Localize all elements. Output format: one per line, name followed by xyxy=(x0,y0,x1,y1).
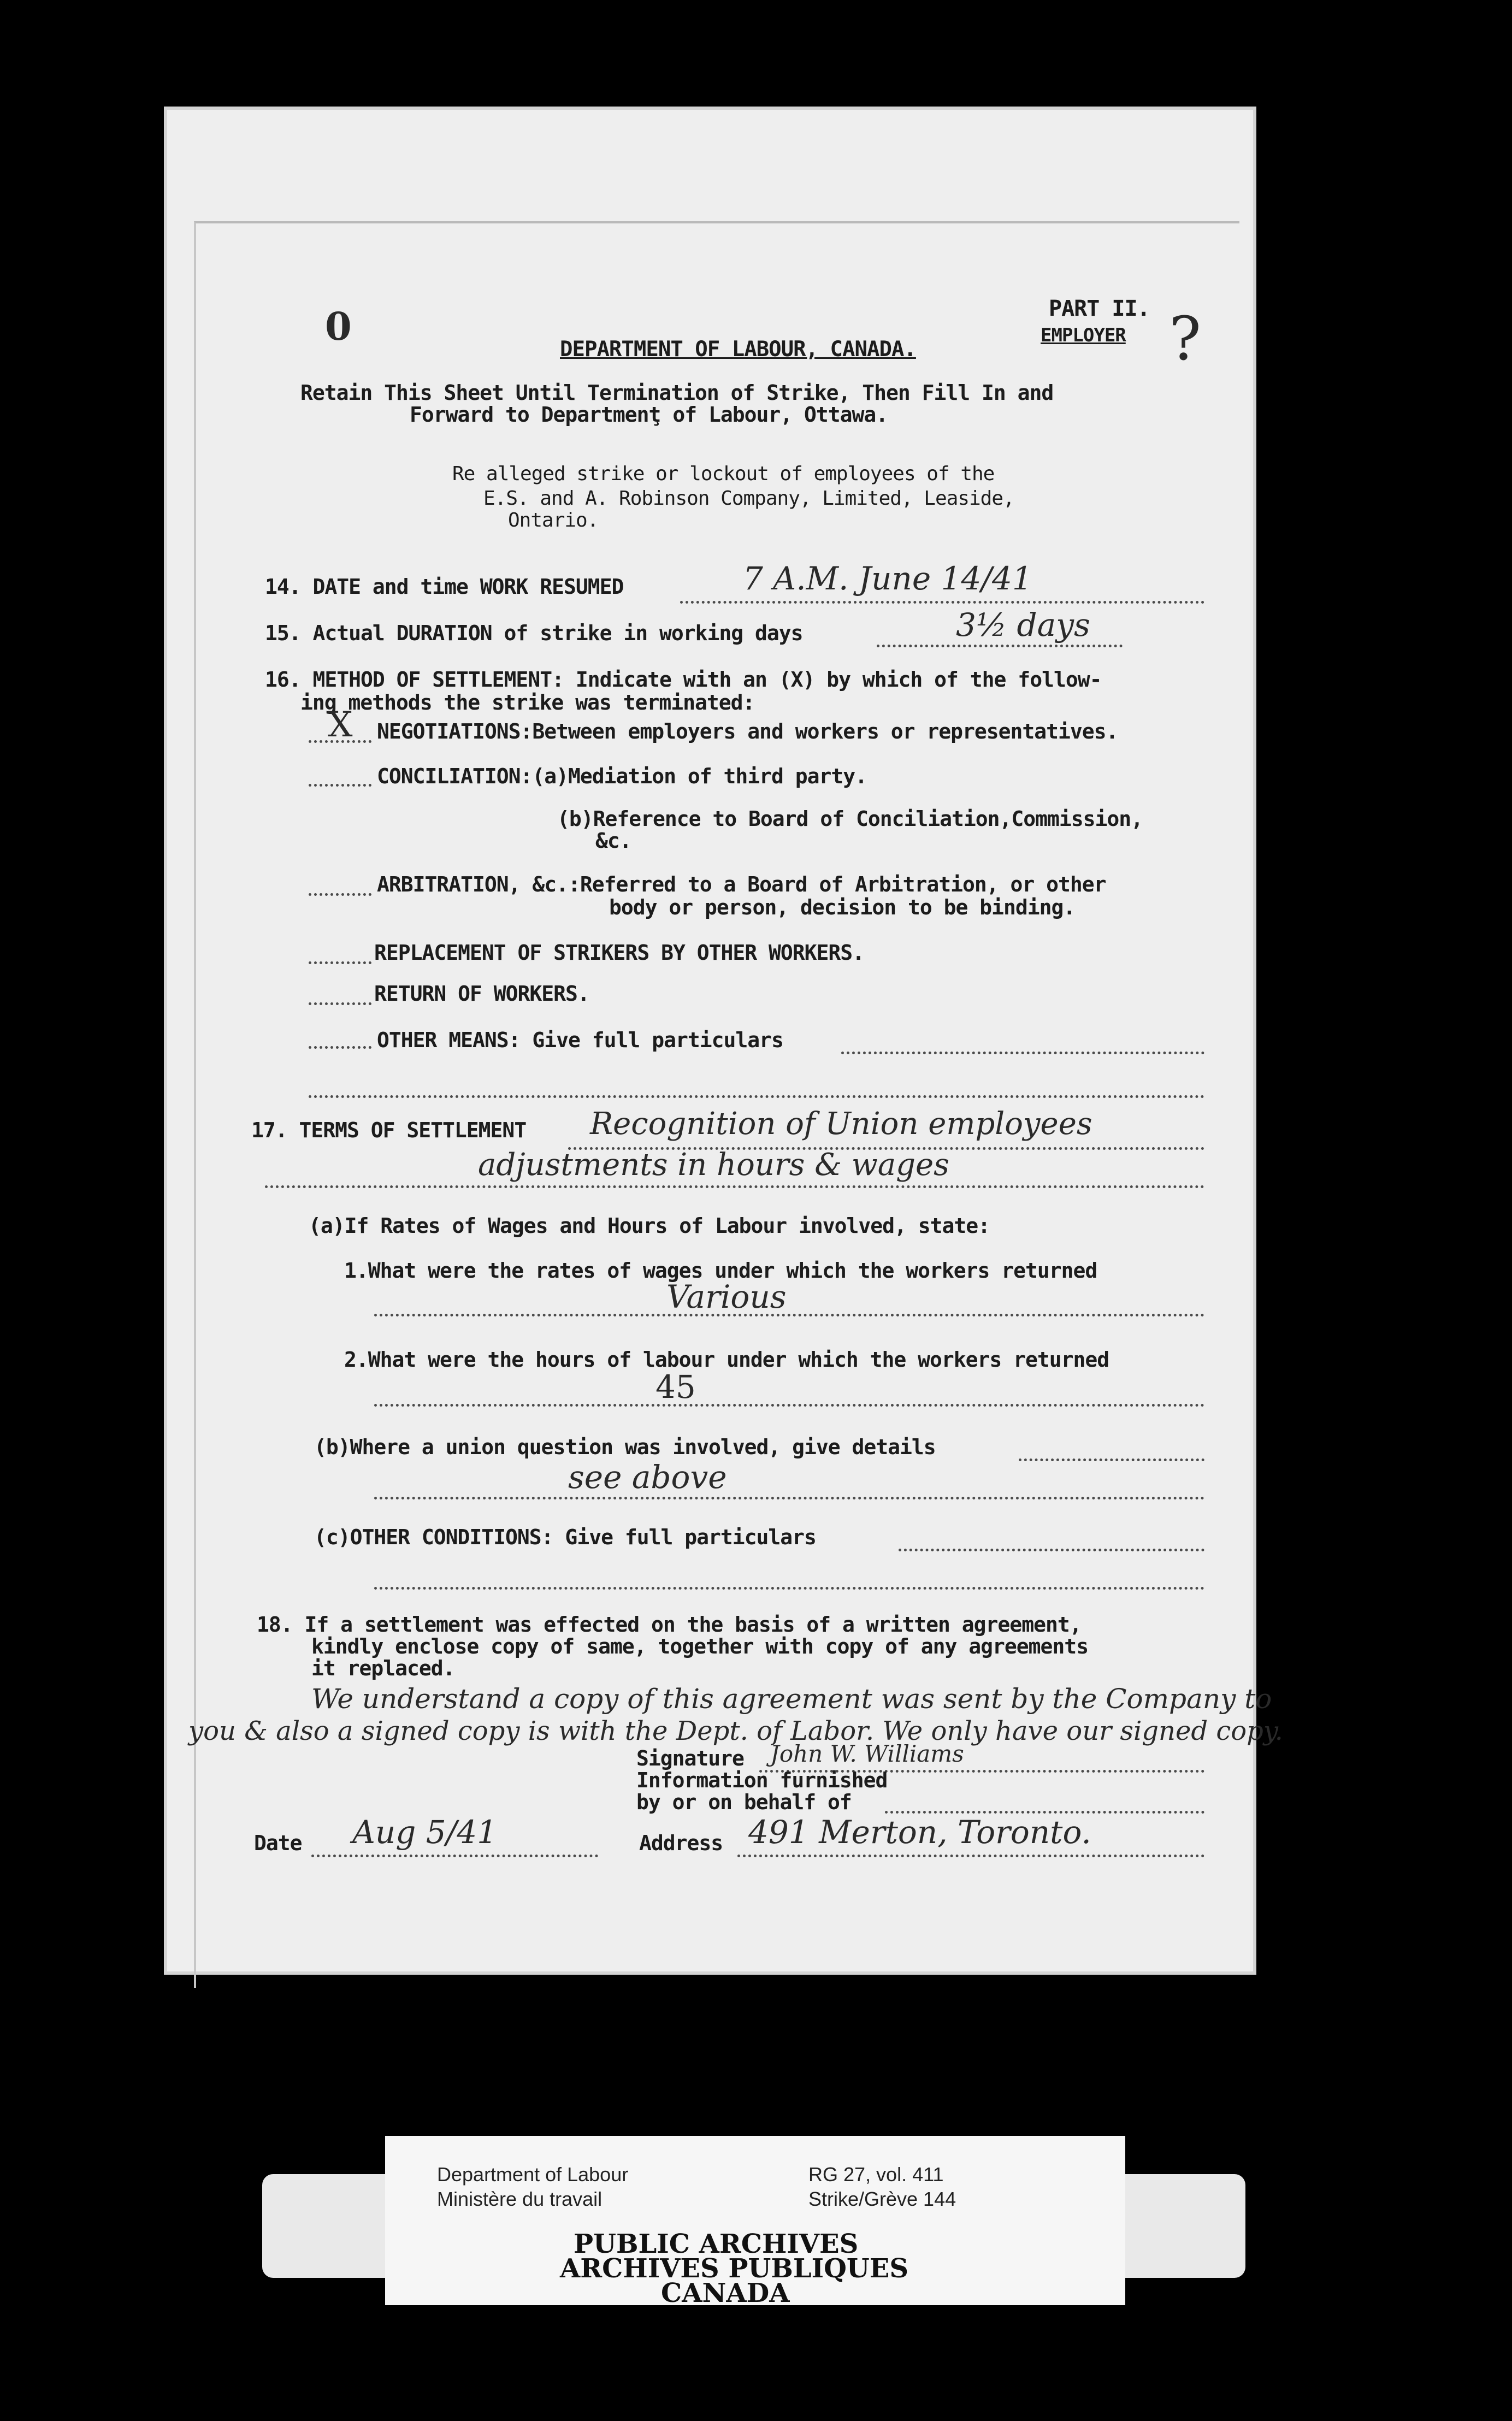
label-ref-1: RG 27, vol. 411 xyxy=(808,2163,944,2186)
question-mark: ? xyxy=(1169,304,1201,374)
q17a1-line xyxy=(374,1314,1204,1316)
q15-label: 15. Actual DURATION of strike in working days xyxy=(265,621,803,645)
q17-line-2 xyxy=(265,1185,1204,1188)
q17a1-label: 1.What were the rates of wages under which the workers returned xyxy=(344,1259,1097,1283)
option-arbitration-2: body or person, decision to be binding. xyxy=(609,895,1076,919)
label-title-1: PUBLIC ARCHIVES xyxy=(574,2229,859,2259)
q18-line-1: 18. If a settlement was effected on the basis of a written agreement, xyxy=(257,1613,1082,1637)
address-value: 491 Merton, Toronto. xyxy=(748,1814,1091,1851)
signature-label: Signature xyxy=(636,1746,744,1770)
label-ref-2: Strike/Grève 144 xyxy=(808,2188,956,2210)
q17-answer-2: adjustments in hours & wages xyxy=(478,1147,949,1183)
re-line-3: Ontario. xyxy=(508,509,599,532)
negotiations-x-mark: X xyxy=(328,705,353,745)
other-line-1 xyxy=(841,1052,1204,1054)
q17b-line-2 xyxy=(374,1497,1204,1499)
address-label: Address xyxy=(639,1831,723,1855)
q17-label: 17. TERMS OF SETTLEMENT xyxy=(251,1118,527,1142)
retain-line-2: Forward to Departmenţ of Labour, Ottawa. xyxy=(410,403,888,427)
conciliation-blank xyxy=(309,784,371,787)
option-other: OTHER MEANS: Give full particulars xyxy=(377,1028,783,1052)
q17c-label: (c)OTHER CONDITIONS: Give full particulars xyxy=(314,1525,816,1549)
label-title-2: ARCHIVES PUBLIQUES xyxy=(560,2253,908,2284)
option-conciliation: CONCILIATION:(a)Mediation of third party. xyxy=(377,764,867,788)
q17c-line-2 xyxy=(374,1587,1204,1590)
address-line xyxy=(737,1855,1204,1857)
label-title-3: CANADA xyxy=(661,2278,790,2308)
q17-answer-1: Recognition of Union employees xyxy=(590,1106,1092,1142)
q14-line xyxy=(680,601,1204,604)
date-line xyxy=(311,1855,598,1857)
date-value: Aug 5/41 xyxy=(352,1814,498,1851)
q14-label: 14. DATE and time WORK RESUMED xyxy=(265,575,624,599)
part-label: PART II. xyxy=(1049,296,1150,321)
other-line-2 xyxy=(309,1095,1204,1098)
q15-line xyxy=(877,645,1123,647)
q18-note-1: We understand a copy of this agreement was sent by the Company to xyxy=(311,1683,1272,1715)
q17c-line-1 xyxy=(899,1549,1204,1551)
re-line-2: E.S. and A. Robinson Company, Limited, Leaside, xyxy=(483,487,1014,510)
option-negotiations: NEGOTIATIONS:Between employers and workers or representatives. xyxy=(377,719,1118,743)
return-blank xyxy=(309,1002,371,1005)
q16-label-1: 16. METHOD OF SETTLEMENT: Indicate with an (X) by which of the follow- xyxy=(265,668,1102,692)
retain-line-1: Retain This Sheet Until Termination of Strike, Then Fill In and xyxy=(300,381,1054,405)
q18-line-2: kindly enclose copy of same, together with copy of any agreements xyxy=(311,1634,1089,1658)
q18-line-3: it replaced. xyxy=(311,1656,455,1680)
q17a-label: (a)If Rates of Wages and Hours of Labour involved, state: xyxy=(309,1214,990,1238)
q16-label-2: ing methods the strike was terminated: xyxy=(300,690,755,715)
other-blank xyxy=(309,1046,371,1049)
q15-answer: 3½ days xyxy=(956,606,1090,643)
q17a1-answer: Various xyxy=(666,1278,787,1315)
form-sheet xyxy=(164,107,1283,1975)
label-dept-fr: Ministère du travail xyxy=(437,2188,603,2210)
corner-mark: 0 xyxy=(325,304,352,349)
re-line-1: Re alleged strike or lockout of employees of the xyxy=(452,463,995,485)
q17b-line-1 xyxy=(1019,1458,1204,1461)
q17a2-label: 2.What were the hours of labour under which the workers returned xyxy=(344,1348,1109,1372)
furnished-line-2: by or on behalf of xyxy=(636,1790,852,1814)
q17a2-answer: 45 xyxy=(655,1368,696,1406)
signature-value: John W. Williams xyxy=(770,1740,964,1767)
q17a2-line xyxy=(374,1404,1204,1407)
q14-answer: 7 A.M. June 14/41 xyxy=(743,560,1032,597)
date-label: Date xyxy=(254,1831,302,1855)
department-title: DEPARTMENT OF LABOUR, CANADA. xyxy=(560,337,916,362)
role-label: EMPLOYER xyxy=(1041,324,1126,346)
q17b-label: (b)Where a union question was involved, give details xyxy=(314,1435,936,1459)
option-replacement: REPLACEMENT OF STRIKERS BY OTHER WORKERS. xyxy=(374,941,864,965)
label-dept-en: Department of Labour xyxy=(437,2163,629,2186)
option-return: RETURN OF WORKERS. xyxy=(374,982,589,1006)
archive-label xyxy=(262,2136,1245,2327)
q18-note-2: you & also a signed copy is with the Dept. of Labor. We only have our signed copy. xyxy=(188,1716,1283,1746)
option-conciliation-b-1: (b)Reference to Board of Conciliation,Commission, xyxy=(557,807,1143,831)
furnished-line-1: Information furnished xyxy=(636,1768,888,1792)
option-arbitration-1: ARBITRATION, &c.:Referred to a Board of Arbitration, or other xyxy=(377,872,1106,896)
q17b-answer: see above xyxy=(568,1458,727,1496)
arbitration-blank xyxy=(309,893,371,896)
option-conciliation-b-2: &c. xyxy=(595,829,631,853)
replacement-blank xyxy=(309,961,371,964)
